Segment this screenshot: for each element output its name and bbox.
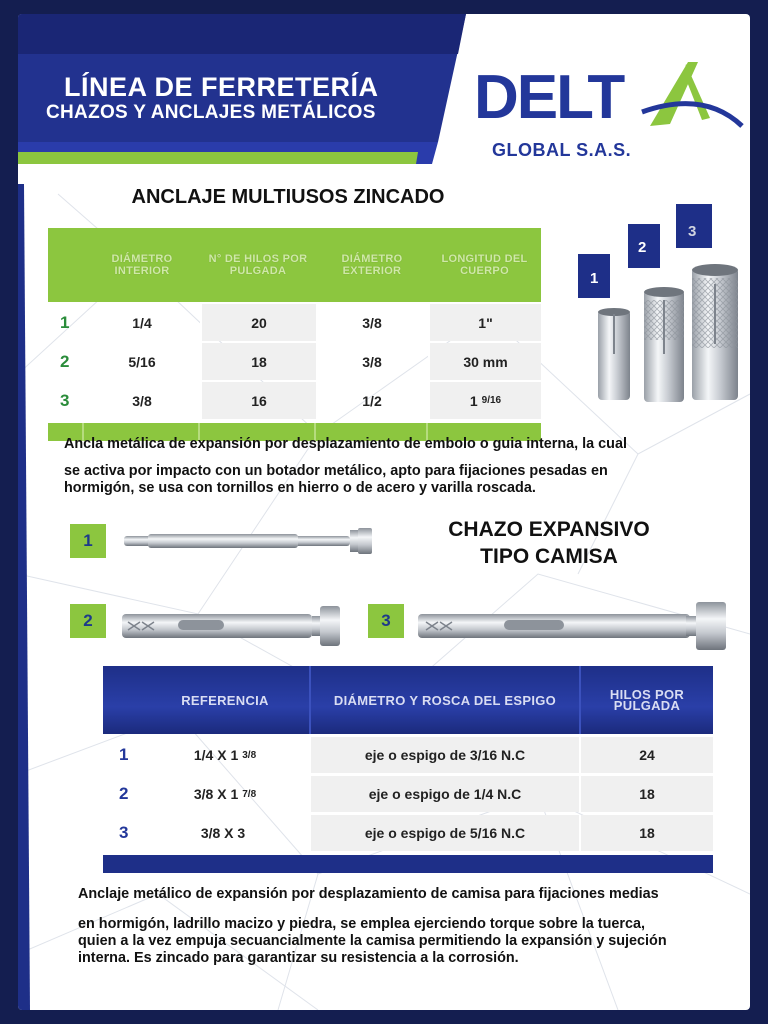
table-row: 3 3/8 X 3 eje o espigo de 5/16 N.C 18 — [103, 815, 713, 851]
table-row: 3 3/8 16 1/2 1 9/16 — [48, 382, 541, 419]
header-title: LÍNEA DE FERRETERÍA — [64, 72, 379, 102]
table-footer — [103, 855, 713, 873]
header-subtitle: CHAZOS Y ANCLAJES METÁLICOS — [46, 102, 376, 123]
sleeve-anchor-2-image — [118, 600, 348, 652]
section2-description: Anclaje metálico de expansión por desplazamiento de camisa para fijaciones medias en hormigón, ladrillo macizo y piedra, se emplea ejerciendo torque sobre la tuerca, quien a la vez empuja secuancialmente la camisa permitiendo la expansión y sujeción interna. Es zincado para garantizar su resistencia a la corrosión. — [78, 886, 667, 966]
table-header — [48, 228, 541, 302]
header-referencia: REFERENCIA — [181, 692, 269, 708]
header-longitud: LONGITUD DEL CUERPO — [441, 253, 528, 277]
drop-in-anchors-image — [558, 204, 750, 424]
sleeve-anchor-3-image — [414, 598, 734, 654]
svg-text:1: 1 — [590, 270, 599, 287]
header-hilos: N° DE HILOS POR PULGADA — [208, 253, 308, 277]
header-interior: DIÁMETRO INTERIOR — [111, 253, 173, 277]
section2-title: CHAZO EXPANSIVO TIPO CAMISA — [448, 518, 650, 568]
header-diametro: DIÁMETRO Y ROSCA DEL ESPIGO — [309, 666, 579, 734]
catalog-sheet — [18, 14, 750, 1010]
badge-2: 2 — [70, 604, 106, 638]
header-hilos: HILOS POR PULGADA — [579, 666, 713, 734]
sleeve-anchor-specs-table — [103, 666, 713, 873]
svg-text:3: 3 — [688, 223, 697, 240]
table-row: 1 1/4 20 3/8 1" — [48, 304, 541, 341]
section1-title: ANCLAJE MULTIUSOS ZINCADO — [131, 186, 445, 208]
table-header — [103, 666, 713, 734]
table-row: 2 5/16 18 3/8 30 mm — [48, 343, 541, 380]
badge-3: 3 — [368, 604, 404, 638]
logo-word: DELT — [474, 63, 624, 132]
svg-text:2: 2 — [638, 239, 647, 256]
header-exterior: DIÁMETRO EXTERIOR — [341, 253, 403, 277]
anchor-specs-table — [48, 228, 541, 441]
badge-1: 1 — [70, 524, 106, 558]
logo-subtitle: GLOBAL S.A.S. — [492, 140, 632, 160]
table-row: 1 1/4 X 1 3/8 eje o espigo de 3/16 N.C 24 — [103, 737, 713, 773]
sleeve-anchor-1-image — [118, 522, 378, 562]
section1-description: Ancla metálica de expansión por desplazamiento de embolo o guia interna, la cual se activa por impacto con un botador metálico, apto para fijaciones pesadas en hormigón, se usa con tornillos en hierro o de acero y varilla roscada. — [64, 436, 627, 496]
table-row: 2 3/8 X 1 7/8 eje o espigo de 1/4 N.C 18 — [103, 776, 713, 812]
